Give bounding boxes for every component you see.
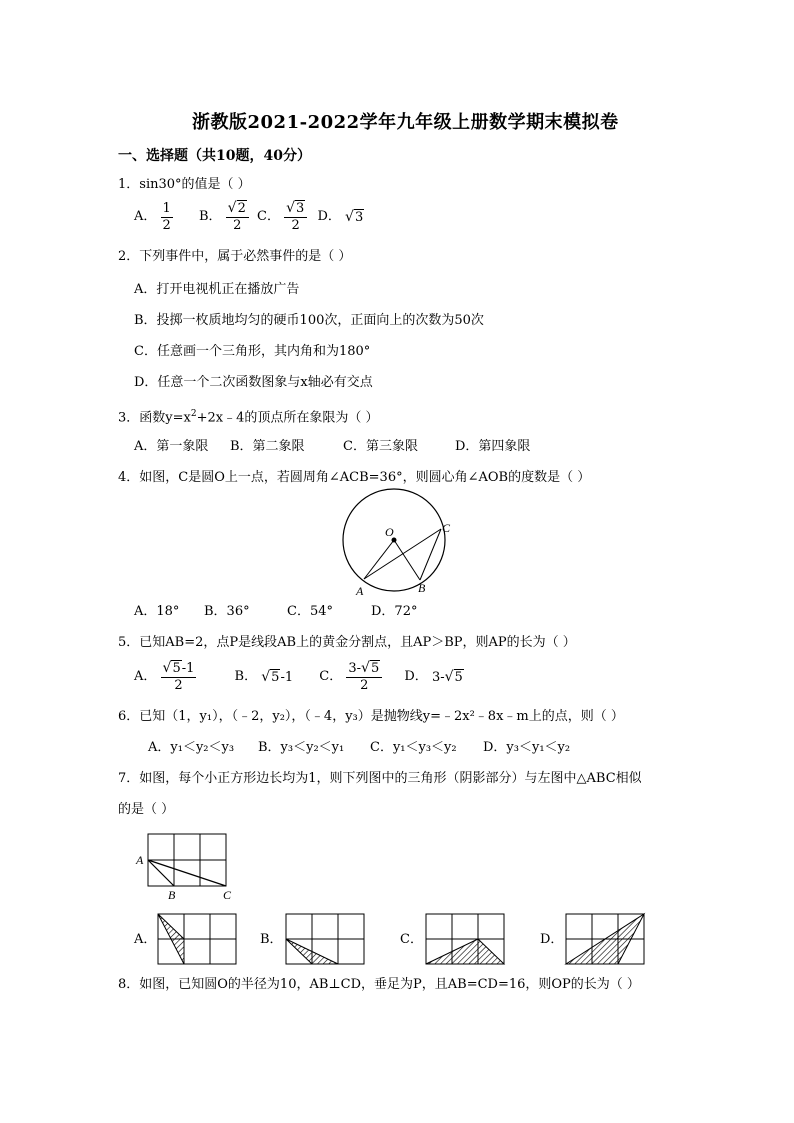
denominator: 2 — [360, 678, 369, 693]
question-4-stem: 4．如图，C是圆O上一点，若圆周角∠ACB=36°，则圆心角∠AOB的度数是（ ） — [118, 470, 591, 485]
question-2-option-a: A．打开电视机正在播放广告 — [134, 282, 300, 297]
option-d-grid-figure — [564, 912, 646, 966]
fraction-3-minus-root5-over-2: $\frac{3-√5}{2}$ — [346, 660, 382, 694]
question-1-options — [134, 200, 364, 234]
denominator: 2 — [291, 218, 300, 233]
numerator: 1 — [162, 200, 171, 216]
option-a-label: A． — [134, 209, 157, 224]
question-2-option-d: D．任意一个二次函数图象与x轴必有交点 — [134, 375, 373, 390]
label-a: A — [356, 584, 364, 598]
question-3-option-a: A．第一象限 — [134, 439, 209, 454]
label-b: B — [418, 581, 426, 595]
fraction-root5-minus1-over-2: $\frac{√5-1}{2}$ — [162, 660, 195, 693]
question-3-option-c: C．第三象限 — [343, 439, 418, 454]
question-2-stem: 2．下列事件中，属于必然事件的是（ ） — [118, 249, 352, 264]
option-c-label: C． — [257, 209, 280, 224]
exponent: 2 — [190, 409, 197, 419]
option-b-label: B． — [234, 669, 258, 684]
question-6-option-d: D．y₃＜y₁＜y₂ — [483, 740, 571, 755]
label-c: C — [442, 521, 451, 535]
question-7-stem-line-1: 7．如图，每个小正方形边长均为1，则下列图中的三角形（阴影部分）与左图中△ABC相似 — [118, 771, 642, 786]
triangle-abc-grid-figure — [134, 830, 234, 902]
question-7-option-a-label: A． — [134, 932, 157, 947]
fraction-root2-over-2: $\frac{√2}{2}$ — [226, 200, 249, 234]
question-6-option-c: C．y₁＜y₃＜y₂ — [370, 740, 457, 755]
question-6-option-a: A．y₁＜y₂＜y₃ — [148, 740, 235, 755]
numerator-rest: -1 — [181, 661, 195, 676]
question-7-stem-line-2: 的是（ ） — [118, 802, 175, 817]
question-6-option-b: B．y₃＜y₂＜y₁ — [258, 740, 345, 755]
label-o: O — [385, 525, 394, 539]
question-3-stem — [118, 405, 378, 427]
expression-pre: 3- — [431, 669, 445, 685]
stem-part: 3．函数y=x — [118, 410, 191, 426]
question-4-option-b: B．36° — [204, 604, 250, 619]
label-c: C — [223, 888, 232, 902]
denominator: 2 — [174, 678, 183, 693]
label-b: B — [168, 888, 176, 902]
option-b-label: B． — [198, 209, 222, 224]
question-4-option-d: D．72° — [371, 604, 418, 619]
question-7-option-b-label: B． — [260, 932, 283, 947]
stem-part: +2x﹣4的顶点所在象限为（ ） — [196, 410, 379, 426]
section-heading: 一、选择题（共10题，40分） — [118, 148, 311, 164]
denominator: 2 — [162, 217, 171, 233]
option-c-label: C． — [319, 669, 343, 684]
3-minus-root5: 3-√5 — [431, 668, 463, 685]
question-7-option-d-label: D． — [540, 932, 564, 947]
question-2-option-c: C．任意画一个三角形，其内角和为180° — [134, 344, 371, 359]
fraction-root3-over-2: $\frac{√3}{2}$ — [284, 200, 307, 234]
question-5-stem: 5．已知AB=2，点P是线段AB上的黄金分割点，且AP＞BP，则AP的长为（ ） — [118, 635, 576, 650]
question-2-option-b: B．投掷一枚质地均匀的硬币100次，正面向上的次数为50次 — [134, 313, 484, 328]
radicand: 2 — [237, 201, 246, 216]
question-5-options — [134, 660, 464, 694]
fraction-one-half — [161, 201, 173, 234]
radicand: 5 — [271, 669, 280, 685]
numerator-pre: 3- — [348, 661, 362, 676]
question-4-option-a: A．18° — [134, 604, 180, 619]
option-a-grid-figure — [156, 912, 238, 966]
radicand: 3 — [354, 209, 364, 225]
option-d-label: D． — [404, 669, 428, 684]
option-b-grid-figure — [284, 912, 366, 966]
page-title: 浙教版2021-2022学年九年级上册数学期末模拟卷 — [192, 112, 619, 133]
radicand: 5 — [454, 669, 463, 685]
question-1-stem: 1．sin30°的值是（ ） — [118, 177, 251, 192]
circle-angle-figure — [336, 488, 466, 600]
question-3-option-b: B．第二象限 — [230, 439, 305, 454]
label-a: A — [136, 853, 144, 867]
expression-rest: -1 — [280, 669, 294, 685]
option-d-label: D． — [317, 209, 341, 224]
question-8-stem: 8．如图，已知圆O的半径为10，AB⊥CD，垂足为P，且AB=CD=16，则OP的长为（ ） — [118, 977, 640, 992]
question-3-option-d: D．第四象限 — [455, 439, 531, 454]
question-6-stem: 6．已知（1，y₁），（﹣2，y₂），（﹣4，y₃）是抛物线y=﹣2x²﹣8x﹣m上的点，则（ ） — [118, 709, 624, 724]
radicand: 3 — [296, 201, 305, 216]
question-4-option-c: C．54° — [287, 604, 333, 619]
root5-minus-1: √5-1 — [261, 668, 294, 685]
radicand: 5 — [172, 661, 181, 676]
question-7-option-c-label: C． — [400, 932, 423, 947]
option-c-grid-figure — [424, 912, 506, 966]
radicand: 5 — [370, 661, 380, 676]
denominator: 2 — [233, 218, 242, 233]
option-a-label: A． — [134, 669, 157, 684]
root3: √3 — [345, 208, 364, 225]
